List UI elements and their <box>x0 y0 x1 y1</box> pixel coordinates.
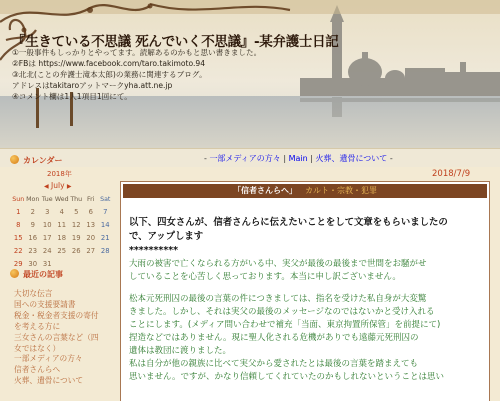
recent-post-link[interactable]: 国への支援要請書 <box>14 299 76 309</box>
recent-posts-heading-label: 最近の記事 <box>23 270 63 279</box>
recent-post-link[interactable]: 三女さんの言葉など（四 <box>14 332 99 342</box>
post-container <box>120 181 490 401</box>
paragraph-line: 遺体は教団に渡りました。 <box>129 346 232 356</box>
calendar-day <box>69 258 84 271</box>
calendar-day[interactable]: 19 <box>71 234 81 242</box>
calendar-day[interactable]: 21 <box>100 234 110 242</box>
calendar-day[interactable]: 7 <box>103 208 108 216</box>
desc-line: アドレスはtakitaroアットマークyha.att.ne.jp <box>12 80 173 90</box>
calendar-day[interactable]: 23 <box>28 247 38 255</box>
next-post-link[interactable]: 火葬、遺骨について <box>315 154 388 163</box>
calendar-day[interactable]: 25 <box>57 247 67 255</box>
calendar-day[interactable]: 20 <box>86 234 96 242</box>
blog-header <box>0 0 500 148</box>
calendar-day <box>84 258 99 271</box>
calendar-day[interactable]: 18 <box>57 234 67 242</box>
nav-separator: | <box>307 154 316 163</box>
recent-post-link[interactable]: 一部メディアの方々 <box>14 354 83 364</box>
weekday-label: Sat <box>100 196 111 203</box>
paragraph-line: していることを心苦しく思っております。本当に申し訳ございません。 <box>129 272 401 282</box>
calendar-day[interactable]: 16 <box>28 234 38 242</box>
nav-separator: | <box>280 154 289 163</box>
calendar-day[interactable]: 17 <box>42 234 52 242</box>
recent-post-link[interactable]: 税金・税金者支援の寄付 <box>14 310 99 320</box>
calendar-week <box>11 232 113 245</box>
recent-post-link[interactable]: 火葬、遺骨について <box>14 376 84 386</box>
calendar-week <box>11 245 113 258</box>
calendar-day <box>98 258 113 271</box>
desc-line: ④コメント欄は1人1項目1回にて。 <box>12 91 132 101</box>
weekday-label: Sun <box>12 196 25 203</box>
calendar-day[interactable]: 10 <box>42 221 52 229</box>
main-link[interactable]: Main <box>288 154 308 163</box>
weekday-label: Thu <box>70 196 83 203</box>
calendar-day[interactable]: 4 <box>59 208 64 216</box>
calendar-weekday-row <box>11 193 113 206</box>
calendar-week <box>11 219 113 232</box>
paragraph-line: 大雨の被害で亡くなられる方がいる中、実父が最後の最後まで世間をお騒がせ <box>129 259 427 269</box>
bullet-icon <box>10 155 19 164</box>
next-month-arrow-icon[interactable]: ▶ <box>66 183 72 190</box>
post-title-link[interactable]: 「信者さんらへ」 <box>233 186 297 195</box>
calendar-day[interactable]: 13 <box>86 221 96 229</box>
paragraph-line: きました。しかし、それは実父の最後のメッセージなのではないかと受け入れる <box>129 307 435 317</box>
calendar-day[interactable]: 14 <box>100 221 110 229</box>
calendar-day[interactable]: 22 <box>13 247 23 255</box>
calendar-day[interactable]: 31 <box>42 260 52 268</box>
calendar-day[interactable]: 8 <box>16 221 21 229</box>
calendar-day[interactable]: 5 <box>74 208 79 216</box>
nav-prefix: - <box>204 154 210 163</box>
calendar-year: 2018年 <box>47 170 72 178</box>
post-heading-line: 以下、四女さんが、信者さんらに伝えたいことをして文章をもらいましたの <box>129 217 448 228</box>
post-heading-line: で、アップします <box>129 231 204 242</box>
prev-post-link[interactable]: 一部メディアの方々 <box>209 154 281 163</box>
bullet-icon <box>10 269 19 278</box>
post-body <box>129 216 484 384</box>
recent-post-link[interactable]: 大切な伝言 <box>14 289 53 298</box>
weekday-label: Fri <box>86 196 95 203</box>
calendar-day[interactable]: 12 <box>71 221 81 229</box>
post-category-bar <box>123 184 487 198</box>
recent-posts-list <box>14 289 112 387</box>
paragraph-line: ことにします。(メディア問い合わせで補充「当面、東京拘置所保管」を前提にて) <box>129 320 441 330</box>
post-date: 2018/7/9 <box>432 169 471 179</box>
calendar-day[interactable]: 30 <box>28 260 38 268</box>
calendar-month-nav <box>44 181 72 190</box>
calendar-day[interactable]: 26 <box>71 247 81 255</box>
recent-posts-heading <box>10 269 63 283</box>
paragraph-line: 松本元死刑囚の最後の言葉の件につきましては、指名を受けた私自身が大変驚 <box>129 294 427 304</box>
recent-post-link[interactable]: 信者さんらへ <box>14 365 61 375</box>
calendar-day[interactable]: 27 <box>86 247 96 255</box>
calendar-day[interactable]: 29 <box>13 260 23 268</box>
calendar-day[interactable]: 6 <box>88 208 93 216</box>
calendar-heading-label: カレンダー <box>23 156 63 165</box>
calendar-heading <box>10 155 62 169</box>
calendar-day[interactable]: 3 <box>45 208 50 216</box>
recent-post-link[interactable]: 女ではなく） <box>14 343 61 353</box>
blog-title[interactable]: 『生きている不思議 死んでいく不思議』-某弁護士日記 <box>12 34 339 50</box>
desc-line: ②FBは https://www.facebook.com/taro.takimoto.94 <box>12 58 206 68</box>
post-heading-line: ********** <box>129 245 179 256</box>
calendar-week <box>11 206 113 219</box>
calendar-day[interactable]: 15 <box>13 234 23 242</box>
recent-post-link[interactable]: を考える方に <box>14 321 61 331</box>
calendar-day[interactable]: 28 <box>100 247 110 255</box>
post-navigation <box>0 148 500 167</box>
calendar-day[interactable]: 1 <box>16 208 21 216</box>
paragraph-line: 私は自分が他の親族に比べて実父から愛されたとは最後の言葉を踏まえても <box>129 359 419 369</box>
calendar-day[interactable]: 9 <box>30 221 35 229</box>
weekday-label: Wed <box>54 196 69 203</box>
weekday-label: Tue <box>41 196 53 203</box>
paragraph-line: 思いません。ですが、かなり信頼してくれていたのかもしれないということは思い <box>129 372 445 382</box>
nav-suffix: - <box>387 154 393 163</box>
desc-line: ①一般事件もしっかりとやってます。読解あるのかもと思い書きました。 <box>12 48 262 57</box>
category-link[interactable]: カルト・宗教・犯罪 <box>305 186 377 195</box>
calendar-grid <box>11 193 113 271</box>
desc-line: ③北北(ことの弁護士滝本太郎)の業務に関連するブログ。 <box>12 69 207 79</box>
calendar-day[interactable]: 24 <box>42 247 52 255</box>
weekday-label: Mon <box>26 196 40 203</box>
paragraph-line: 捏造などではありません。現に聖人化される危機がありでも遠藤元死刑囚の <box>129 333 419 343</box>
calendar-month: July <box>51 181 65 190</box>
calendar-day[interactable]: 11 <box>57 221 67 229</box>
blog-description <box>12 48 312 103</box>
calendar-day[interactable]: 2 <box>30 208 35 216</box>
prev-month-arrow-icon[interactable]: ◀ <box>44 183 49 190</box>
paragraph-spacer <box>129 284 484 293</box>
